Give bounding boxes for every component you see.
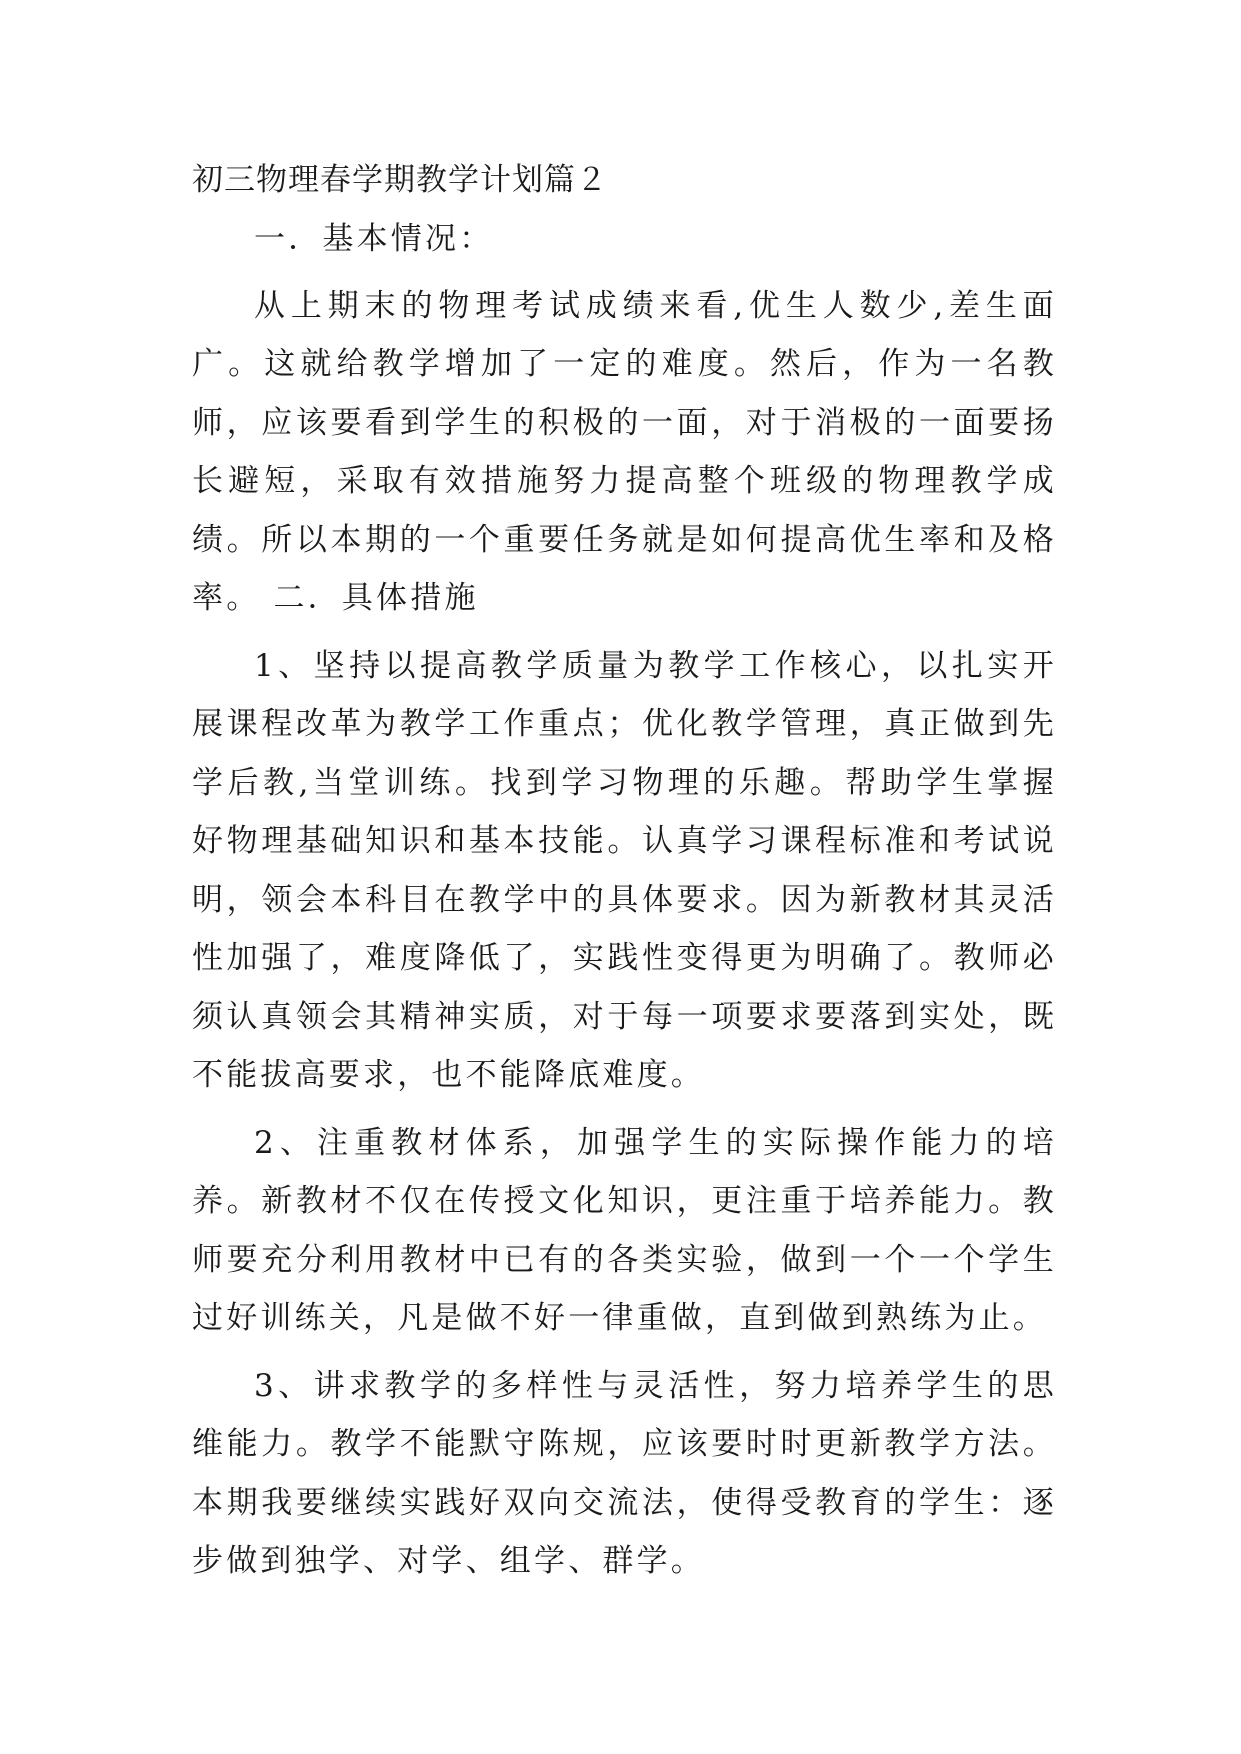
- document-page: [192, 150, 1057, 1591]
- section-heading-basic-situation: 一．基本情况：: [254, 221, 494, 257]
- document-title: 初三物理春学期教学计划篇２: [192, 162, 608, 198]
- paragraph-measure-1: 1、坚持以提高教学质量为教学工作核心，以扎实开展课程改革为教学工作重点；优化教学管理，真正做到先学后教,当堂训练。找到学习物理的乐趣。帮助学生掌握好物理基础知识和基本技能。认真学习课程标准和考试说明，领会本科目在教学中的具体要求。因为新教材其灵活性加强了，难度降低了，实践性变得更为明确了。教师必须认真领会其精神实质，对于每一项要求要落到实处，既不能拔高要求，也不能降底难度。: [192, 647, 1057, 1093]
- paragraph-measure-3: 3、讲求教学的多样性与灵活性，努力培养学生的思维能力。教学不能默守陈规，应该要时时更新教学方法。本期我要继续实践好双向交流法，使得受教育的学生：逐步做到独学、对学、组学、群学。: [192, 1367, 1057, 1579]
- paragraph-measure-2: 2、注重教材体系，加强学生的实际操作能力的培养。新教材不仅在传授文化知识，更注重于培养能力。教师要充分利用教材中已有的各类实验，做到一个一个学生过好训练关，凡是做不好一律重做，直到做到熟练为止。: [192, 1124, 1057, 1336]
- paragraph-situation: 从上期末的物理考试成绩来看,优生人数少,差生面广。这就给教学增加了一定的难度。然后，作为一名教师，应该要看到学生的积极的一面，对于消极的一面要扬长避短，采取有效措施努力提高整个班级的物理教学成绩。所以本期的一个重要任务就是如何提高优生率和及格率。 二．具体措施: [192, 287, 1057, 616]
